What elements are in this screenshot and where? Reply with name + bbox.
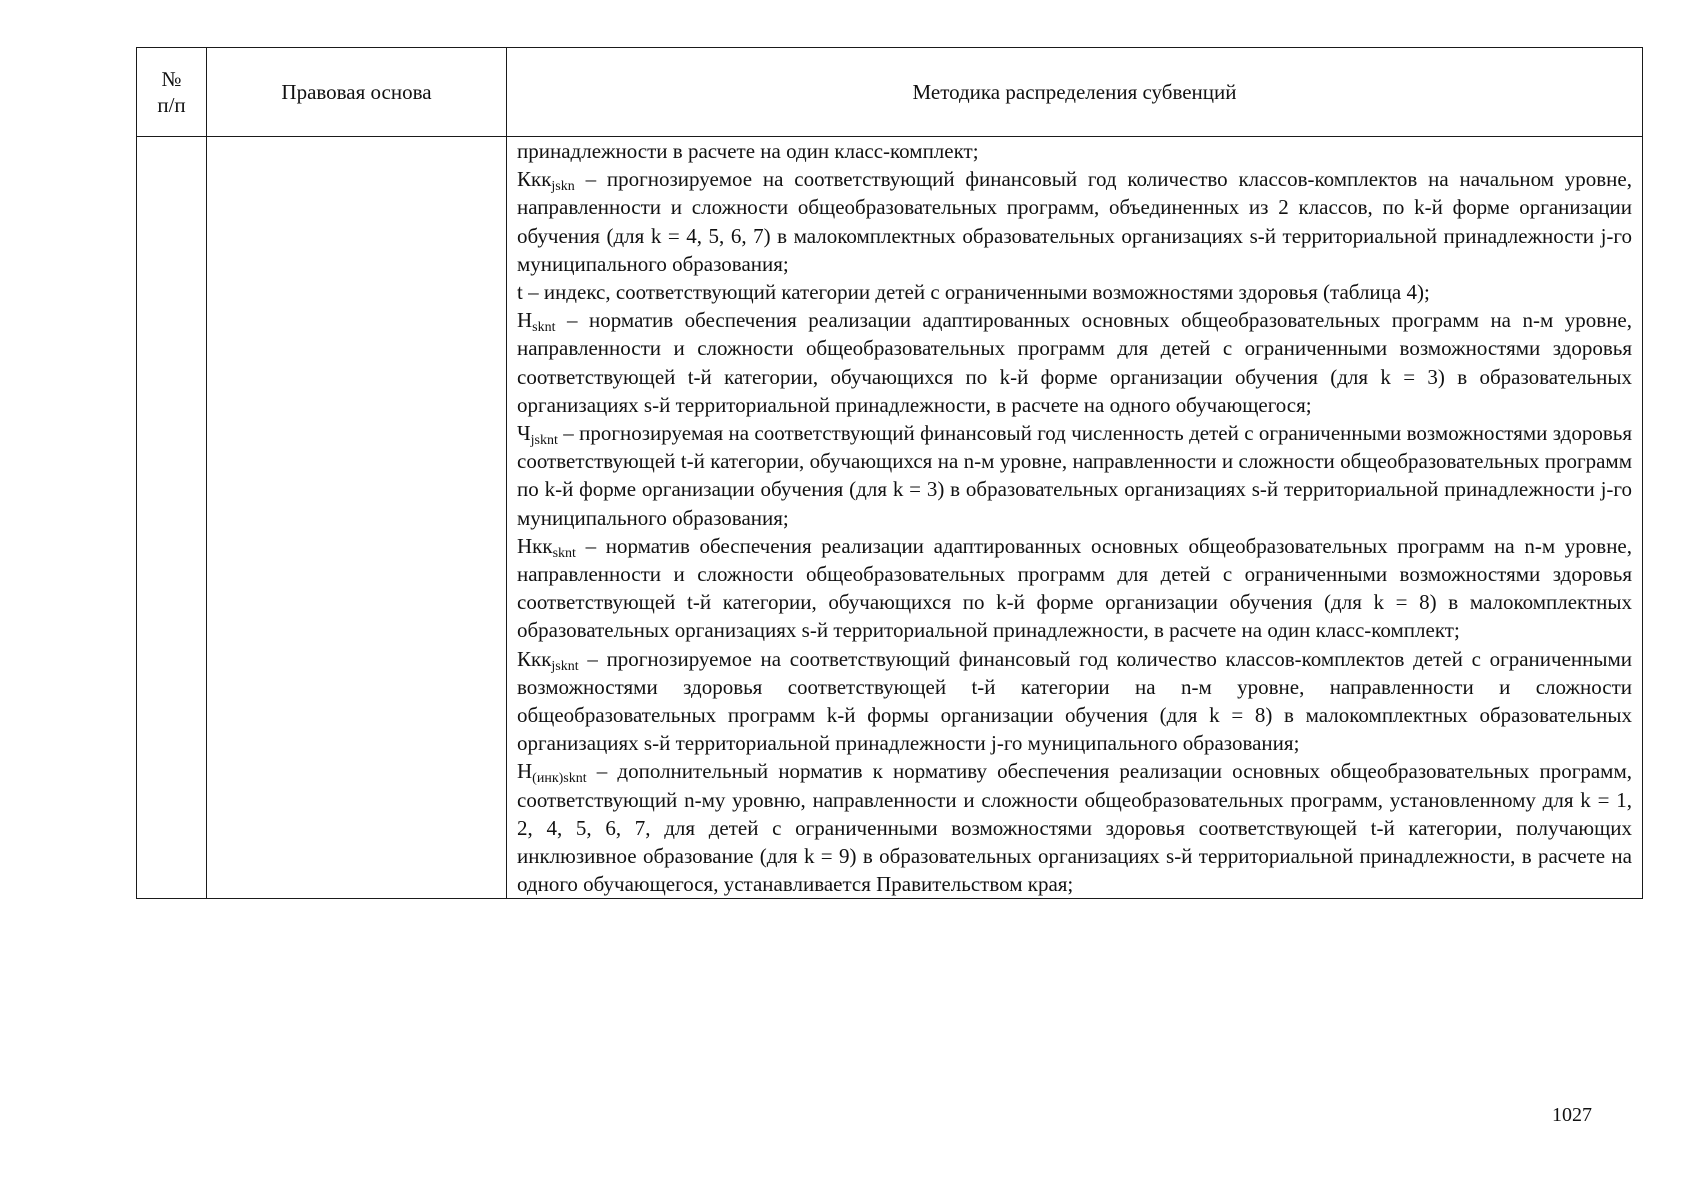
definition-nkk-sknt bbox=[517, 532, 1632, 645]
header-legal-basis: Правовая основа bbox=[207, 48, 507, 137]
definition-text: – прогнозируемое на соответствующий финансовый год количество классов-комплектов на начальном уровне, направленности и сложности общеобразовательных программ, объединенных из 2 классов, по k-й форме организации обучения (для k = 4, 5, 6, 7) в малокомплектных образовательных организациях s-й территориальной принадлежности j-го муниципального образования; bbox=[517, 167, 1632, 276]
formula-symbol: Ккк bbox=[517, 646, 552, 671]
definition-n-ink-sknt bbox=[517, 757, 1632, 898]
paragraph-text: t – индекс, соответствующий категории детей с ограниченными возможностями здоровья (таблица 4); bbox=[517, 280, 1430, 305]
table-header-row bbox=[137, 48, 1643, 137]
formula-symbol: Нкк bbox=[517, 533, 553, 558]
cell-legal-basis bbox=[207, 137, 507, 899]
formula-symbol: Ч bbox=[517, 421, 531, 446]
formula-subscript: sknt bbox=[552, 545, 576, 561]
paragraph-text: принадлежности в расчете на один класс-комплект; bbox=[517, 139, 979, 163]
header-number-abbrev: п/п bbox=[157, 93, 186, 117]
definition-text: – норматив обеспечения реализации адаптированных основных общеобразовательных программ на n-м уровне, направленности и сложности общеобразовательных программ для детей с ограниченными возможностями здоровья соответствующей t-й категории, обучающихся по k-й форме организации обучения (для k = 8) в малокомплектных образовательных организациях s-й территориальной принадлежности, в расчете на один класс-комплект; bbox=[517, 533, 1632, 643]
formula-subscript: sknt bbox=[532, 320, 556, 336]
formula-symbol: Н bbox=[517, 308, 533, 333]
header-number bbox=[137, 48, 207, 137]
definition-text: – дополнительный норматив к нормативу обеспечения реализации основных общеобразовательных программ, соответствующий n-му уровню, направленности и сложности общеобразовательных программ, установленному для k = 1, 2, 4, 5, 6, 7, для детей с ограниченными возможностями здоровья соответствующей t-й категории, получающих инклюзивное образование (для k = 9) в образовательных организациях s-й территориальной принадлежности, в расчете на одного обучающегося, устанавливается Правительством края; bbox=[517, 759, 1632, 897]
definition-text: – норматив обеспечения реализации адаптированных основных общеобразовательных программ на n-м уровне, направленности и сложности общеобразовательных программ для детей с ограниченными возможностями здоровья соответствующей t-й категории, обучающихся по k-й форме организации обучения (для k = 3) в образовательных организациях s-й территориальной принадлежности, в расчете на одного обучающегося; bbox=[517, 308, 1632, 417]
definition-text: – прогнозируемое на соответствующий финансовый год количество классов-комплектов детей с ограниченными возможностями здоровья соответствующей t-й категории на n-м уровне, направленности и сложности общеобразовательных программ k-й формы организации обучения (для k = 8) в малокомплектных образовательных организациях s-й территориальной принадлежности j-го муниципального образования; bbox=[517, 646, 1632, 756]
definition-ch-jsknt bbox=[517, 419, 1632, 532]
definition-kkk-jsknt bbox=[517, 645, 1632, 758]
definition-index-t bbox=[517, 278, 1632, 306]
paragraph-continuation bbox=[517, 137, 1632, 165]
formula-subscript: jsknt bbox=[530, 433, 558, 449]
formula-subscript: jskn bbox=[551, 179, 575, 195]
methodology-table bbox=[136, 47, 1643, 899]
table-row bbox=[137, 137, 1643, 899]
formula-subscript: jsknt bbox=[551, 658, 579, 674]
header-number-symbol: № bbox=[161, 67, 182, 91]
cell-number bbox=[137, 137, 207, 899]
cell-methodology bbox=[507, 137, 1643, 899]
formula-symbol: Ккк bbox=[517, 167, 552, 192]
header-methodology: Методика распределения субвенций bbox=[507, 48, 1643, 137]
definition-n-sknt bbox=[517, 306, 1632, 419]
definition-kkk-jskn bbox=[517, 165, 1632, 278]
formula-subscript: (инк)sknt bbox=[532, 771, 587, 787]
definition-text: – прогнозируемая на соответствующий финансовый год численность детей с ограниченными возможностями здоровья соответствующей t-й категории, обучающихся на n-м уровне, направленности и сложности общеобразовательных программ по k-й форме организации обучения (для k = 3) в образовательных организациях s-й территориальной принадлежности j-го муниципального образования; bbox=[517, 421, 1632, 530]
page-number: 1027 bbox=[1552, 1104, 1592, 1126]
formula-symbol: Н bbox=[517, 759, 533, 784]
